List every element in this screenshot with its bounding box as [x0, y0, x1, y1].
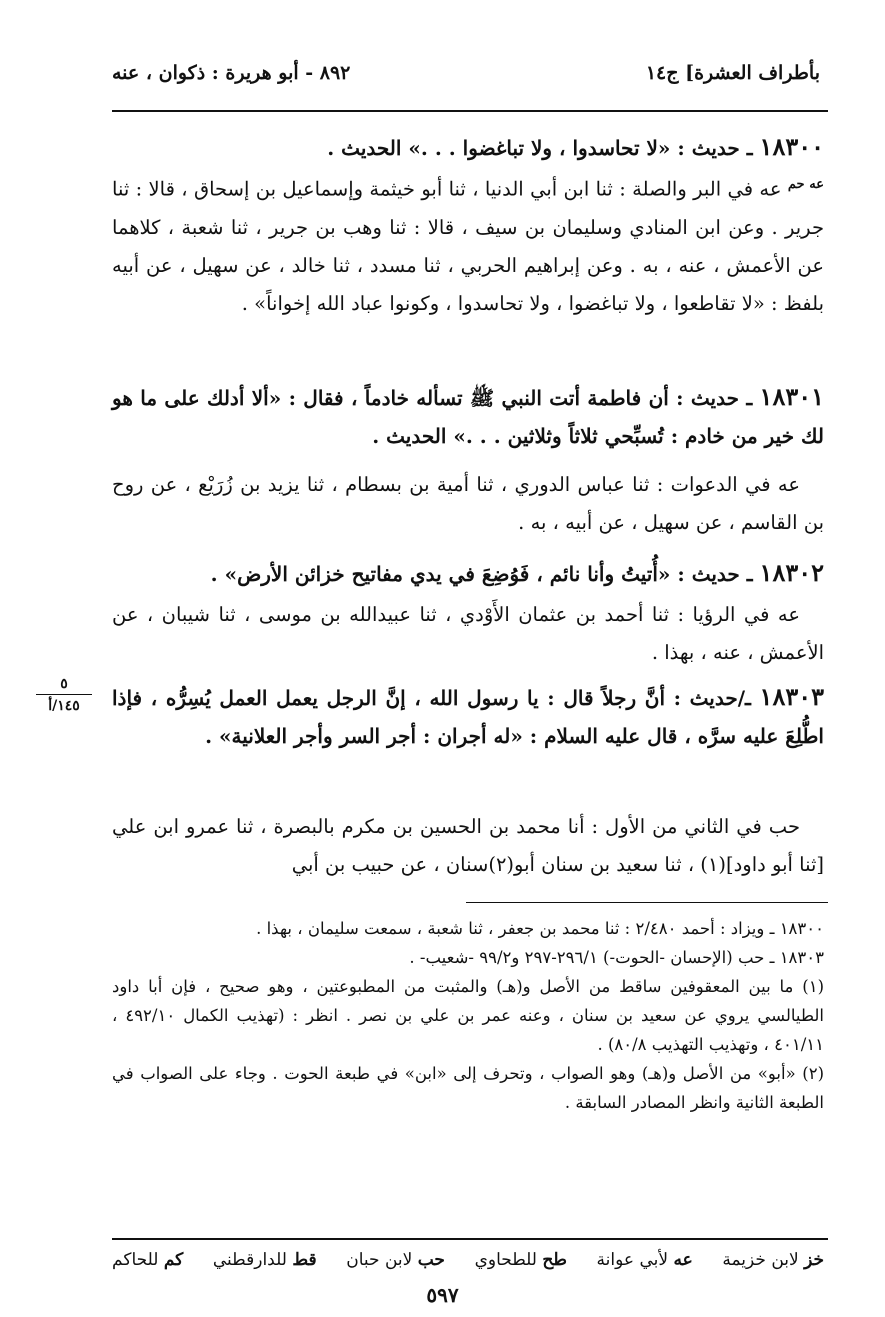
hadith-entry [112, 554, 824, 593]
entry-source [112, 166, 824, 323]
legend-item: طح للطحاوي [474, 1250, 567, 1270]
entry-number: ١٨٣٠٢ [759, 558, 824, 587]
footnote: ١٨٣٠٠ ـ ويزاد : أحمد ٢/٤٨٠ : ثنا محمد بن جعفر ، ثنا شعبة ، سمعت سليمان ، بهذا . [256, 919, 824, 938]
footnote: (٢) «أبو» من الأصل و(هـ) وهو الصواب ، وتحرف إلى «ابن» في طبعة الحوت . وجاء على الصواب في الطبعة الثانية وانظر المصادر السابقة . [112, 1064, 824, 1112]
hadith-entry [112, 128, 824, 167]
entry-number: ١٨٣٠١ [759, 382, 824, 411]
entry-title: ـ/حديث : أنَّ رجلاً قال : يا رسول الله ، إنَّ الرجل يعمل العمل يُسِرُّه ، فإذا اطُّلِعَ عليه سرَّه ، قال عليه السلام : «له أجران : أجر السر وأجر العلانية» . [112, 686, 824, 748]
legend-item: كم للحاكم [112, 1250, 184, 1270]
running-header [112, 58, 820, 94]
legend-item: خز لابن خزيمة [722, 1250, 824, 1270]
page-number: ٥٩٧ [426, 1283, 459, 1307]
manuscript-folio-note [36, 676, 92, 714]
footnote-rule [466, 902, 828, 903]
entry-number: ١٨٣٠٠ [759, 132, 824, 161]
hadith-entry [112, 678, 824, 755]
header-volume-title: بأطراف العشرة] ج١٤ [645, 62, 820, 84]
header-chapter-title: ٨٩٢ - أبو هريرة : ذكوان ، عنه [112, 62, 351, 84]
legend-item: عه لأبي عوانة [596, 1250, 693, 1270]
source-text: عه في الرؤيا : ثنا أحمد بن عثمان الأَوْدي ، ثنا عبيدالله بن موسى ، ثنا شيبان ، عن الأعمش ، عنه ، بهذا . [112, 603, 824, 664]
hadith-entry [112, 378, 824, 455]
source-text: عه في البر والصلة : ثنا ابن أبي الدنيا ، ثنا أبو خيثمة وإسماعيل بن إسحاق ، قالا : ثنا جرير . وعن ابن المنادي وسليمان بن سيف ، قالا : ثنا وهب بن جرير ، ثنا شعبة ، كلاهما عن الأعمش ، عنه ، به . وعن إبراهيم الحربي ، ثنا مسدد ، ثنا خالد ، عن سهيل ، عن أبيه بلفظ : «لا تقاطعوا ، ولا تباغضوا ، ولا تحاسدوا ، وكونوا عباد الله إخواناً» . [112, 177, 824, 315]
header-rule [112, 110, 828, 112]
footnote: (١) ما بين المعقوفين ساقط من الأصل و(هـ) والمثبت من المطبوعتين ، وهو صحيح ، فإن أبا داود الطيالسي يروي عن سعيد بن سنان ، وعنه عمر بن علي بن نصر . انظر : (تهذيب الكمال ٤٩٢/١٠ ، ٤٠١/١١ ، وتهذيب التهذيب ٨٠/٨) . [112, 977, 824, 1054]
entry-source [112, 596, 824, 672]
footnotes [112, 914, 824, 1117]
legend-item: قط للدارقطني [212, 1250, 317, 1270]
source-text: عه في الدعوات : ثنا عباس الدوري ، ثنا أمية بن بسطام ، ثنا يزيد بن زُرَيْع ، عن روح بن القاسم ، عن سهيل ، عن أبيه ، به . [112, 473, 824, 534]
folio-note-bottom: ١٤٥/أ [48, 698, 80, 714]
entry-title: ـ حديث : أن فاطمة أتت النبي ﷺ تسأله خادماً ، فقال : «ألا أدلك على ما هو لك خير من خادم : تُسبِّحي ثلاثاً وثلاثين . . .» الحديث . [112, 386, 824, 448]
footnote: ١٨٣٠٣ ـ حب (الإحسان -الحوت-) ٢٩٦/١-٢٩٧ و٩٩/٢ -شعيب- . [409, 948, 824, 967]
entry-source [112, 808, 824, 884]
legend-rule [112, 1238, 828, 1240]
folio-note-top: ٥ [36, 676, 92, 695]
legend-item: حب لابن حبان [346, 1250, 445, 1270]
entry-title: ـ حديث : «أُتيتُ وأنا نائم ، فَوُضِعَ في يدي مفاتيح خزائن الأرض» . [210, 562, 760, 586]
entry-source [112, 466, 824, 542]
source-text: حب في الثاني من الأول : أنا محمد بن الحسين بن مكرم بالبصرة ، ثنا عمرو ابن علي [ثنا أبو داود](١) ، ثنا سعيد بن سنان أبو(٢)سنان ، عن حبيب بن أبي [112, 815, 824, 876]
entry-number: ١٨٣٠٣ [759, 682, 824, 711]
entry-title: ـ حديث : «لا تحاسدوا ، ولا تباغضوا . . .» الحديث . [327, 136, 760, 160]
abbreviation-legend [112, 1250, 824, 1270]
source-symbols: عه حم [787, 177, 824, 192]
